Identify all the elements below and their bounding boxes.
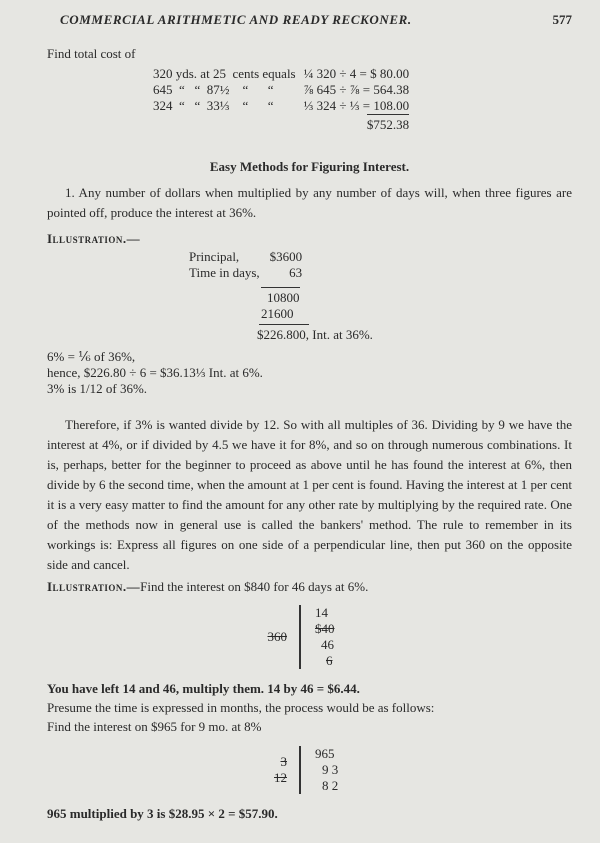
partial-product: 10800 [261, 287, 300, 306]
cost-intro: Find total cost of [47, 46, 136, 61]
note-line: 6% = ⅙ of 36%, [47, 349, 136, 364]
cancel-right: $40 [315, 621, 335, 636]
running-header-row [60, 12, 572, 28]
time-label: Time in days, [189, 265, 260, 280]
cancel-right: 8 2 [322, 778, 339, 793]
illustration-text: Find the interest on $840 for 46 days at 6%. [140, 579, 369, 594]
result-line: You have left 14 and 46, multiply them. 14 by 46 = $6.44. [47, 681, 360, 696]
cancel-right: 14 [315, 605, 328, 620]
methods-paragraph: Therefore, if 3% is wanted divide by 12. So with all multiples of 36. Dividing by 9 we have the interest at 4%, or if divided by 4.5 we have it for 8%, and so on through numerous combinations. It is, perhaps, better for the beginner to proceed as above until he has found the interest at 6%, then divide by 6 the second time, when the amount at 1 per cent is found. Having the interest at 1 per cent it is a very easy matter to find the amount for any other rate by multiplying by the required rate. One of the methods now in general use is called the bankers' method. The rule to remember in its workings is: Express all figures on one side of a perpendicular line, then put 360 on the opposite side and cancel. [47, 417, 572, 572]
running-header: COMMERCIAL ARITHMETIC AND READY RECKONER. [60, 12, 412, 27]
cancel-right: 9 3 [322, 762, 339, 777]
cost-table [153, 66, 409, 133]
page-number: 577 [552, 12, 572, 27]
time-value: 63 [289, 265, 303, 280]
illustration-label: Illustration.— [47, 579, 141, 594]
cost-row-value: ⅓ 324 ÷ ⅓ = 108.00 [303, 98, 410, 113]
cost-row-value: ¼ 320 ÷ 4 = $ 80.00 [303, 66, 410, 81]
interest-calculation [189, 249, 302, 281]
perpendicular-line [299, 605, 335, 669]
illustration-label: Illustration.— [47, 231, 141, 246]
cancel-right: 46 [321, 637, 334, 652]
final-result: 965 multiplied by 3 is $28.95 × 2 = $57.90. [47, 806, 278, 821]
cost-row: 324 “ “ 33⅓ “ “ [153, 98, 274, 113]
principal-label: Principal, [189, 249, 240, 264]
cost-row: 320 yds. at 25 cents equals [153, 66, 296, 81]
principal-value: $3600 [269, 249, 303, 264]
text-line: Presume the time is expressed in months, the process would be as follows: [47, 700, 435, 715]
cancellation-1 [247, 605, 572, 669]
calc-result: $226.800, Int. at 36%. [257, 327, 373, 342]
cancel-left: 12 [274, 770, 287, 785]
cancel-left: 3 [280, 754, 287, 769]
notes [47, 349, 572, 397]
note-line: hence, $226.80 ÷ 6 = $36.13⅓ Int. at 6%. [47, 365, 263, 380]
text-line: Find the interest on $965 for 9 mo. at 8% [47, 719, 262, 734]
cancel-right: 965 [315, 746, 335, 761]
cost-row: 645 “ “ 87½ “ “ [153, 82, 274, 97]
cancel-right: 6 [326, 653, 333, 668]
cost-row-value: ⅞ 645 ÷ ⅞ = 564.38 [303, 82, 410, 97]
cancellation-2 [247, 746, 572, 794]
cancel-left: 360 [267, 629, 287, 644]
partial-product: 21600 [261, 306, 294, 321]
cost-total: $752.38 [367, 114, 409, 133]
note-line: 3% is 1/12 of 36%. [47, 381, 148, 396]
section-title: Easy Methods for Figuring Interest. [209, 159, 410, 174]
perpendicular-line [299, 746, 338, 794]
rule-paragraph: 1. Any number of dollars when multiplied by any number of days will, when three figures are pointed off, produce the interest at 36%. [47, 185, 572, 220]
partial-products [261, 287, 300, 322]
